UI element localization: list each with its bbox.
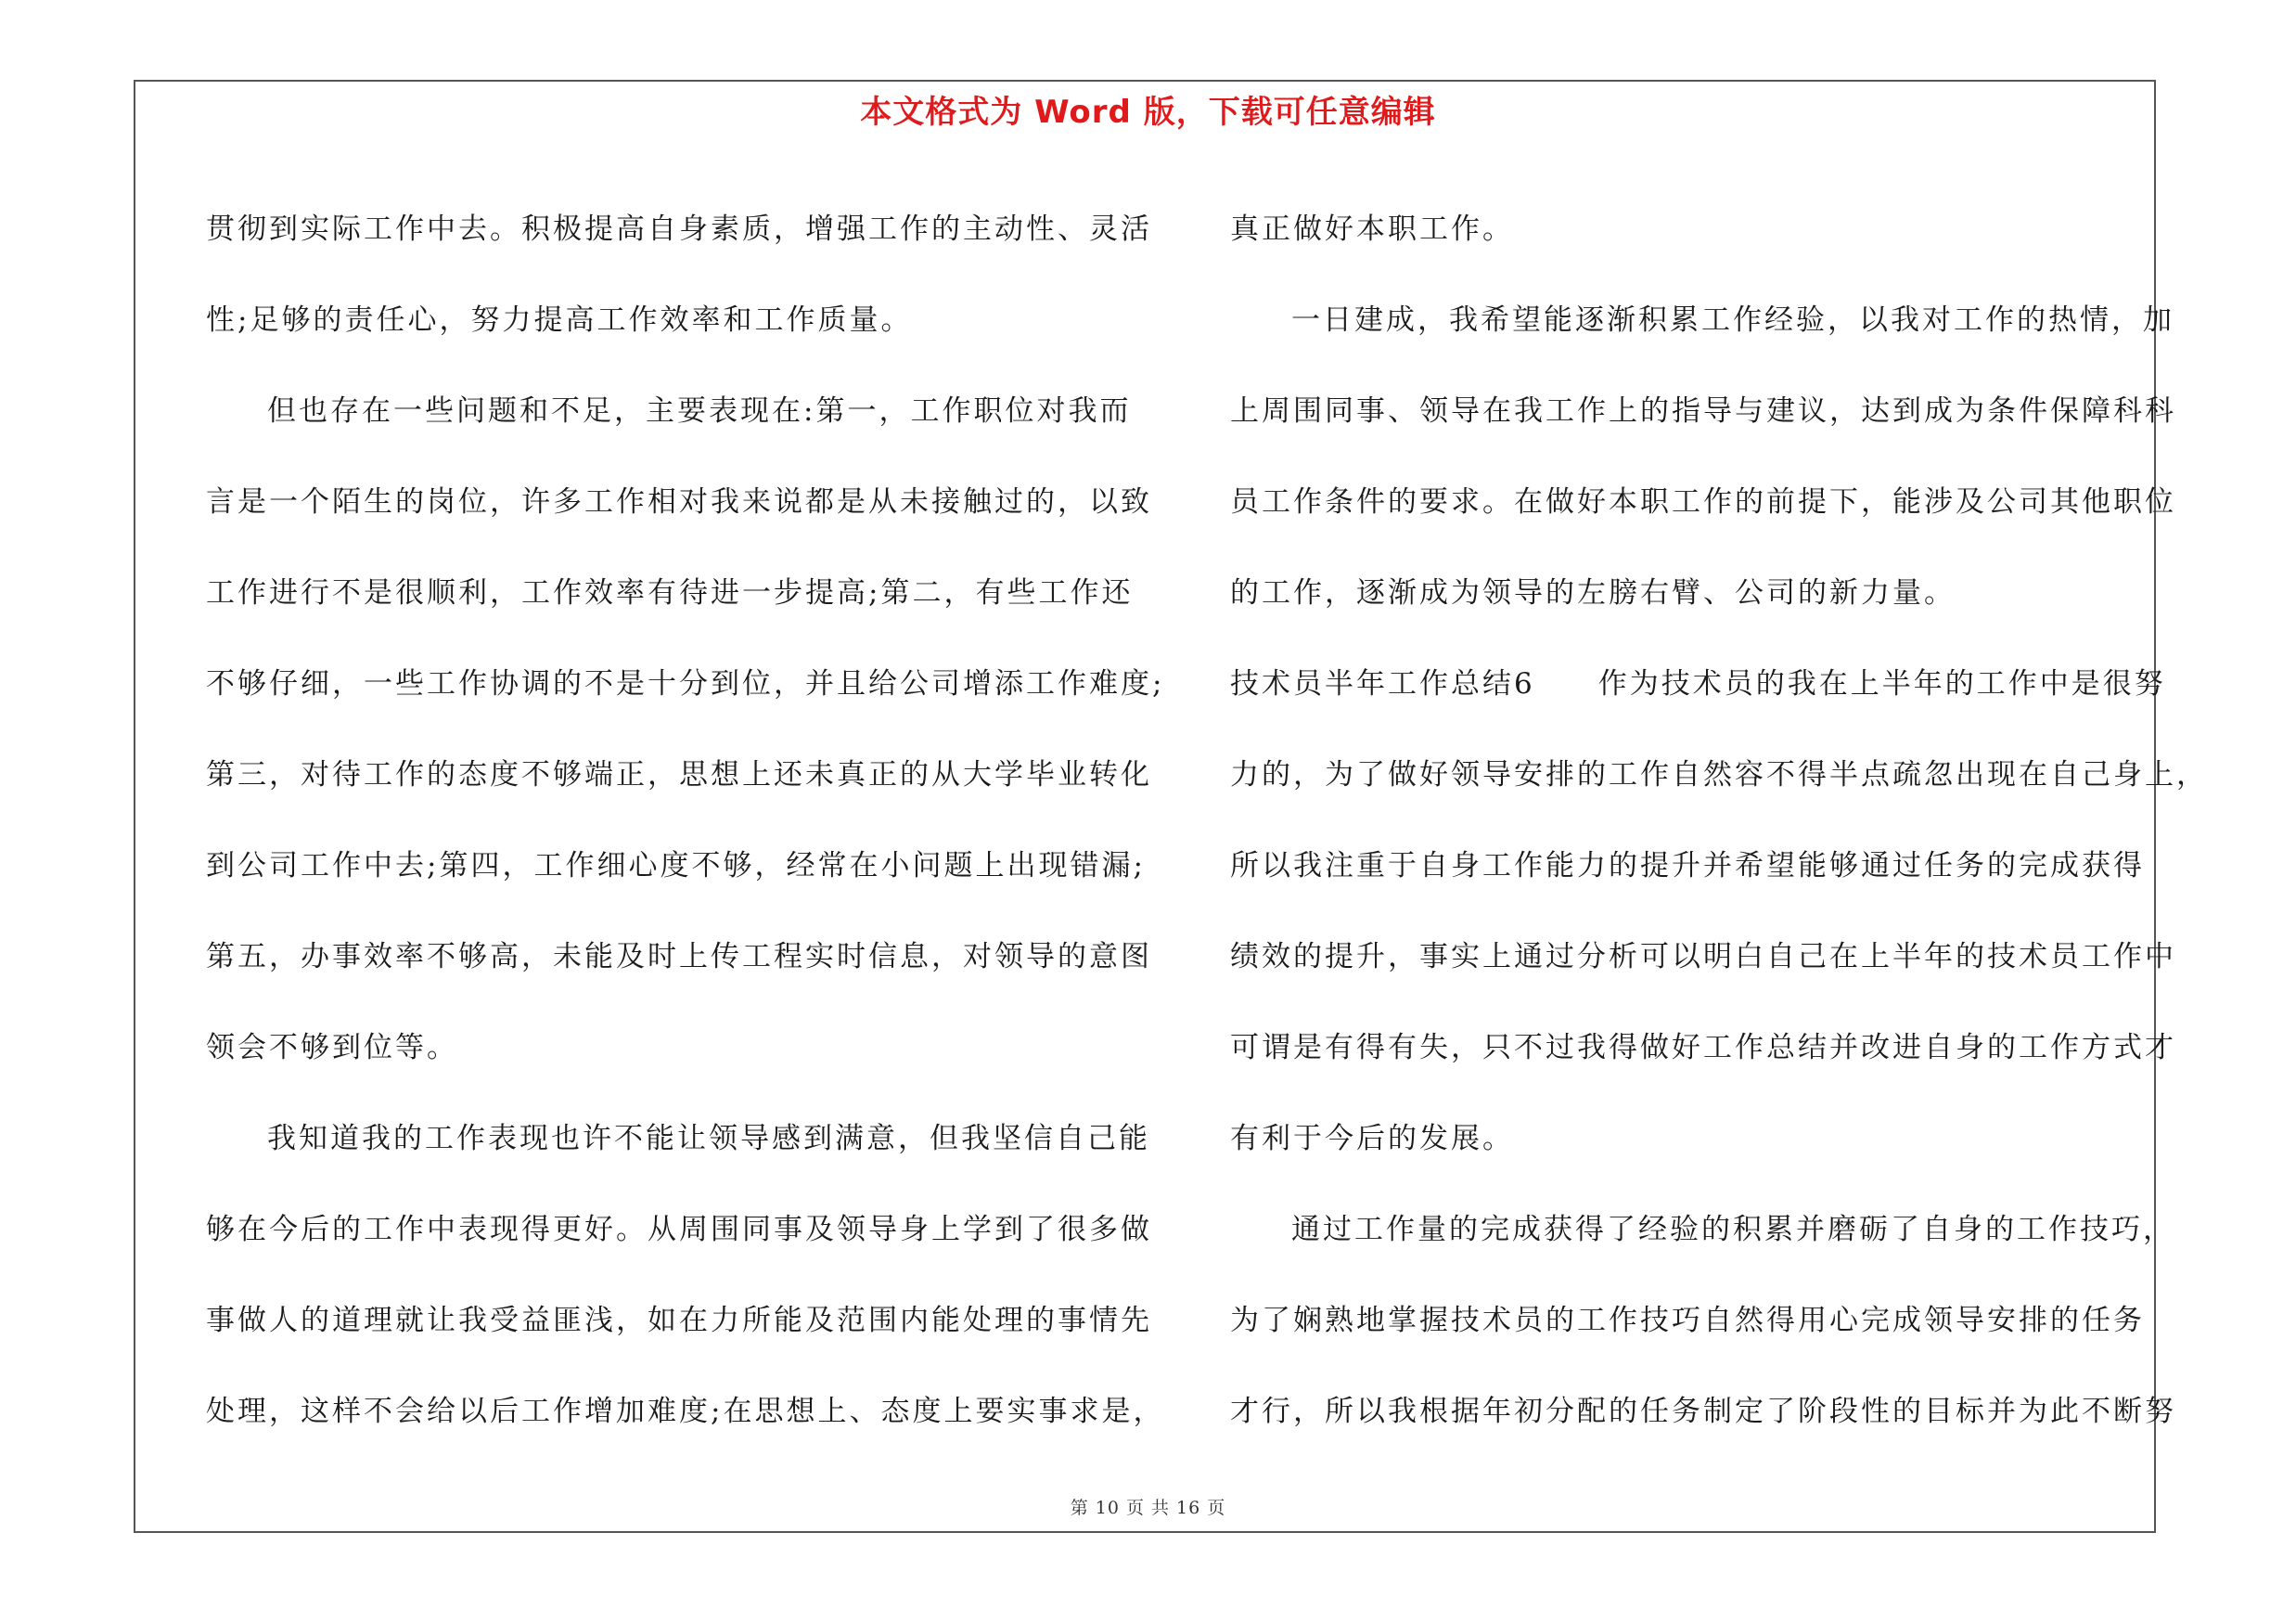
text-line: 通过工作量的完成获得了经验的积累并磨砺了自身的工作技巧，: [1291, 1213, 2174, 1246]
text-line: 的工作，逐渐成为领导的左膀右臂、公司的新力量。: [1230, 576, 1956, 610]
text-line: 才行，所以我根据年初分配的任务制定了阶段性的目标并为此不断努: [1230, 1395, 2176, 1428]
right-text-column: [1230, 184, 2208, 1457]
text-line: 上周围同事、领导在我工作上的指导与建议，达到成为条件保障科科: [1230, 394, 2176, 428]
text-line: 力的，为了做好领导安排的工作自然容不得半点疏忽出现在自己身上，: [1230, 758, 2208, 792]
text-line: 言是一个陌生的岗位，许多工作相对我来说都是从未接触过的，以致: [206, 485, 1152, 519]
document-header-title: 本文格式为 Word 版，下载可任意编辑: [860, 94, 1436, 131]
page-number-footer: 第 10 页 共 16 页: [1070, 1498, 1226, 1518]
text-line: 不够仔细，一些工作协调的不是十分到位，并且给公司增添工作难度;: [206, 667, 1165, 701]
text-line: 第五，办事效率不够高，未能及时上传工程实时信息，对领导的意图: [206, 940, 1152, 973]
text-line: 处理，这样不会给以后工作增加难度;在思想上、态度上要实事求是，: [206, 1395, 1165, 1428]
text-line: 所以我注重于自身工作能力的提升并希望能够通过任务的完成获得: [1230, 849, 2145, 882]
text-line: 可谓是有得有失，只不过我得做好工作总结并改进自身的工作方式才: [1230, 1031, 2176, 1064]
text-line: 员工作条件的要求。在做好本职工作的前提下，能涉及公司其他职位: [1230, 485, 2176, 519]
text-line: 为了娴熟地掌握技术员的工作技巧自然得用心完成领导安排的任务: [1230, 1304, 2145, 1337]
text-line: 第三，对待工作的态度不够端正，思想上还未真正的从大学毕业转化: [206, 758, 1152, 792]
text-line: 性;足够的责任心，努力提高工作效率和工作质量。: [206, 303, 913, 337]
text-line: 贯彻到实际工作中去。积极提高自身素质，增强工作的主动性、灵活: [206, 213, 1152, 246]
text-line: 绩效的提升，事实上通过分析可以明白自己在上半年的技术员工作中: [1230, 940, 2176, 973]
text-line: 事做人的道理就让我受益匪浅，如在力所能及范围内能处理的事情先: [206, 1304, 1152, 1337]
text-line: 有利于今后的发展。: [1230, 1122, 1514, 1155]
text-line: 一日建成，我希望能逐渐积累工作经验，以我对工作的热情，加: [1291, 303, 2174, 337]
text-line: 但也存在一些问题和不足，主要表现在:第一，工作职位对我而: [267, 394, 1132, 428]
left-text-column: [206, 184, 1165, 1457]
text-line: 工作进行不是很顺利，工作效率有待进一步提高;第二，有些工作还: [206, 576, 1134, 610]
text-line: 够在今后的工作中表现得更好。从周围同事及领导身上学到了很多做: [206, 1213, 1152, 1246]
text-line: 真正做好本职工作。: [1230, 213, 1514, 246]
section-heading-line: 技术员半年工作总结6 作为技术员的我在上半年的工作中是很努: [1230, 667, 2166, 701]
text-line: 到公司工作中去;第四，工作细心度不够，经常在小问题上出现错漏;: [206, 849, 1146, 882]
text-line: 我知道我的工作表现也许不能让领导感到满意，但我坚信自己能: [267, 1122, 1150, 1155]
text-line: 领会不够到位等。: [206, 1031, 458, 1064]
